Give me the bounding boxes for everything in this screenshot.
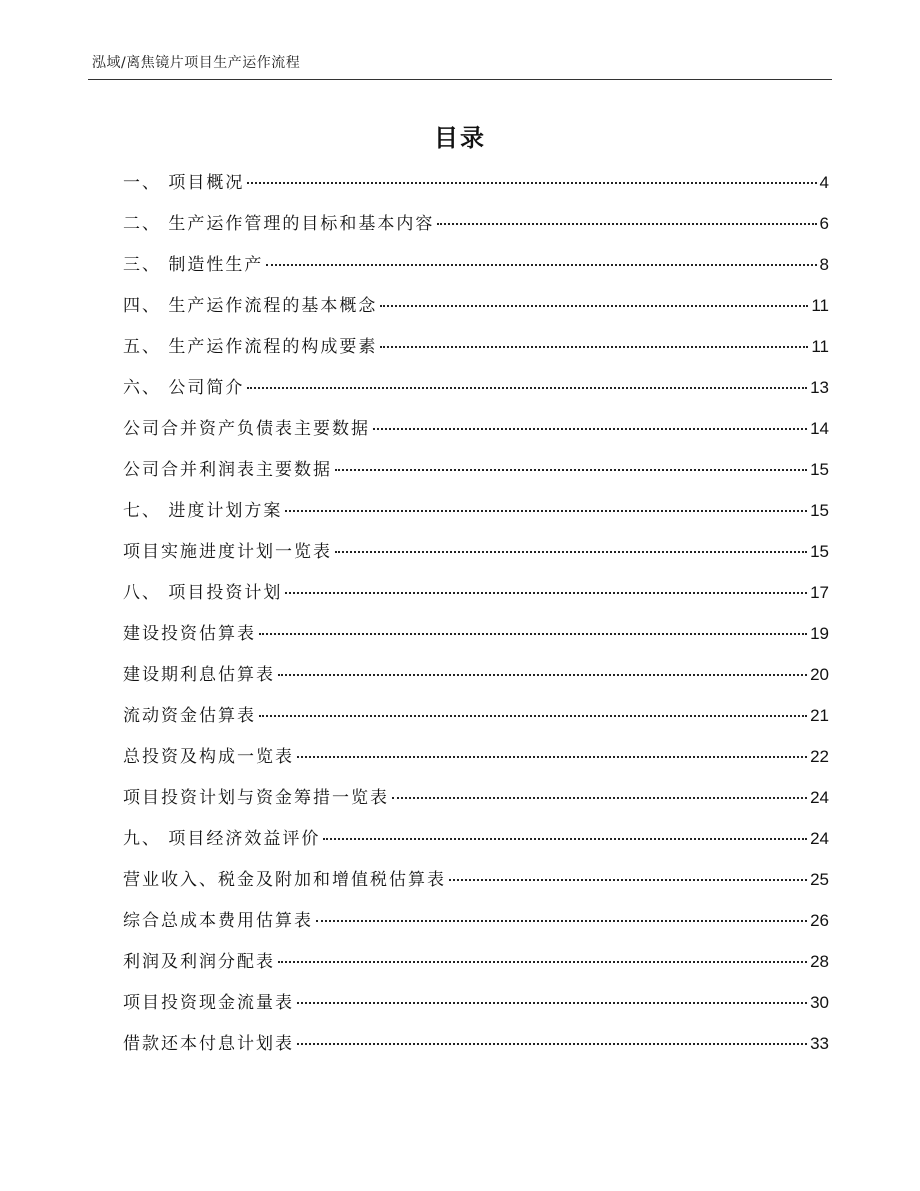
- toc-entry-page: 24: [810, 829, 829, 848]
- toc-entry-page: 20: [810, 665, 829, 684]
- toc-entry-label: 项目实施进度计划一览表: [123, 542, 332, 562]
- toc-entry[interactable]: [123, 947, 829, 988]
- toc-leader: [373, 428, 807, 430]
- toc-entry-page: 15: [810, 542, 829, 561]
- toc-leader: [449, 879, 807, 881]
- toc-leader: [247, 182, 816, 184]
- toc-entry[interactable]: [123, 865, 829, 906]
- toc-entry-label: 六、 公司简介: [123, 378, 245, 398]
- toc-entry-page: 17: [810, 583, 829, 602]
- toc-entry-label: 项目投资计划与资金筹措一览表: [123, 788, 389, 808]
- toc-title: 目录: [434, 124, 486, 152]
- toc-entry-page: 28: [810, 952, 829, 971]
- toc-entry-page: 30: [810, 993, 829, 1012]
- toc-entry-label: 建设投资估算表: [123, 624, 256, 644]
- toc-entry[interactable]: [123, 701, 829, 742]
- toc-entry-page: 33: [810, 1034, 829, 1053]
- toc-entry-label: 八、 项目投资计划: [123, 583, 283, 603]
- toc-entry[interactable]: [123, 332, 829, 373]
- toc-list: [123, 168, 829, 1070]
- toc-entry-page: 25: [810, 870, 829, 889]
- toc-entry-label: 二、 生产运作管理的目标和基本内容: [123, 214, 435, 234]
- toc-entry-label: 九、 项目经济效益评价: [123, 829, 321, 849]
- toc-leader: [316, 920, 807, 922]
- toc-leader: [297, 1043, 807, 1045]
- toc-leader: [266, 264, 816, 266]
- toc-entry[interactable]: [123, 988, 829, 1029]
- toc-entry-page: 13: [810, 378, 829, 397]
- running-header: 泓域/离焦镜片项目生产运作流程: [92, 55, 301, 71]
- toc-entry[interactable]: [123, 414, 829, 455]
- toc-entry[interactable]: [123, 906, 829, 947]
- toc-entry-label: 总投资及构成一览表: [123, 747, 294, 767]
- toc-entry-label: 四、 生产运作流程的基本概念: [123, 296, 378, 316]
- toc-entry[interactable]: [123, 168, 829, 209]
- toc-entry-label: 一、 项目概况: [123, 173, 245, 193]
- toc-entry-label: 营业收入、税金及附加和增值税估算表: [123, 870, 446, 890]
- toc-entry[interactable]: [123, 537, 829, 578]
- toc-entry-page: 19: [810, 624, 829, 643]
- toc-entry-page: 4: [819, 173, 829, 192]
- toc-leader: [335, 551, 807, 553]
- toc-entry-label: 项目投资现金流量表: [123, 993, 294, 1013]
- toc-leader: [380, 305, 808, 307]
- header-divider: [88, 79, 832, 80]
- toc-entry[interactable]: [123, 455, 829, 496]
- toc-entry-label: 七、 进度计划方案: [123, 501, 283, 521]
- toc-entry-page: 21: [810, 706, 829, 725]
- toc-leader: [323, 838, 807, 840]
- toc-entry-page: 14: [810, 419, 829, 438]
- toc-leader: [247, 387, 807, 389]
- toc-leader: [285, 510, 807, 512]
- toc-entry[interactable]: [123, 250, 829, 291]
- toc-leader: [392, 797, 807, 799]
- toc-entry[interactable]: [123, 742, 829, 783]
- toc-entry-label: 流动资金估算表: [123, 706, 256, 726]
- toc-leader: [285, 592, 807, 594]
- toc-entry-label: 公司合并利润表主要数据: [123, 460, 332, 480]
- toc-entry[interactable]: [123, 373, 829, 414]
- toc-entry[interactable]: [123, 1029, 829, 1070]
- toc-entry[interactable]: [123, 209, 829, 250]
- toc-entry[interactable]: [123, 619, 829, 660]
- toc-leader: [278, 961, 807, 963]
- toc-leader: [297, 1002, 807, 1004]
- toc-entry-page: 8: [819, 255, 829, 274]
- toc-leader: [278, 674, 807, 676]
- toc-leader: [297, 756, 807, 758]
- toc-entry[interactable]: [123, 824, 829, 865]
- toc-entry-page: 6: [819, 214, 829, 233]
- toc-leader: [259, 633, 807, 635]
- toc-entry-label: 三、 制造性生产: [123, 255, 264, 275]
- toc-entry-page: 15: [810, 460, 829, 479]
- toc-entry-page: 11: [811, 337, 829, 356]
- toc-entry-label: 借款还本付息计划表: [123, 1034, 294, 1054]
- toc-entry-label: 公司合并资产负债表主要数据: [123, 419, 370, 439]
- toc-entry-page: 22: [810, 747, 829, 766]
- toc-entry-label: 利润及利润分配表: [123, 952, 275, 972]
- toc-entry-label: 综合总成本费用估算表: [123, 911, 313, 931]
- toc-leader: [335, 469, 807, 471]
- toc-entry-page: 24: [810, 788, 829, 807]
- toc-entry[interactable]: [123, 660, 829, 701]
- toc-entry[interactable]: [123, 783, 829, 824]
- toc-entry-page: 26: [810, 911, 829, 930]
- toc-entry[interactable]: [123, 291, 829, 332]
- toc-leader: [259, 715, 807, 717]
- toc-entry-page: 11: [811, 296, 829, 315]
- toc-entry[interactable]: [123, 578, 829, 619]
- toc-leader: [437, 223, 816, 225]
- toc-entry-label: 建设期利息估算表: [123, 665, 275, 685]
- toc-leader: [380, 346, 808, 348]
- toc-entry[interactable]: [123, 496, 829, 537]
- toc-entry-label: 五、 生产运作流程的构成要素: [123, 337, 378, 357]
- toc-entry-page: 15: [810, 501, 829, 520]
